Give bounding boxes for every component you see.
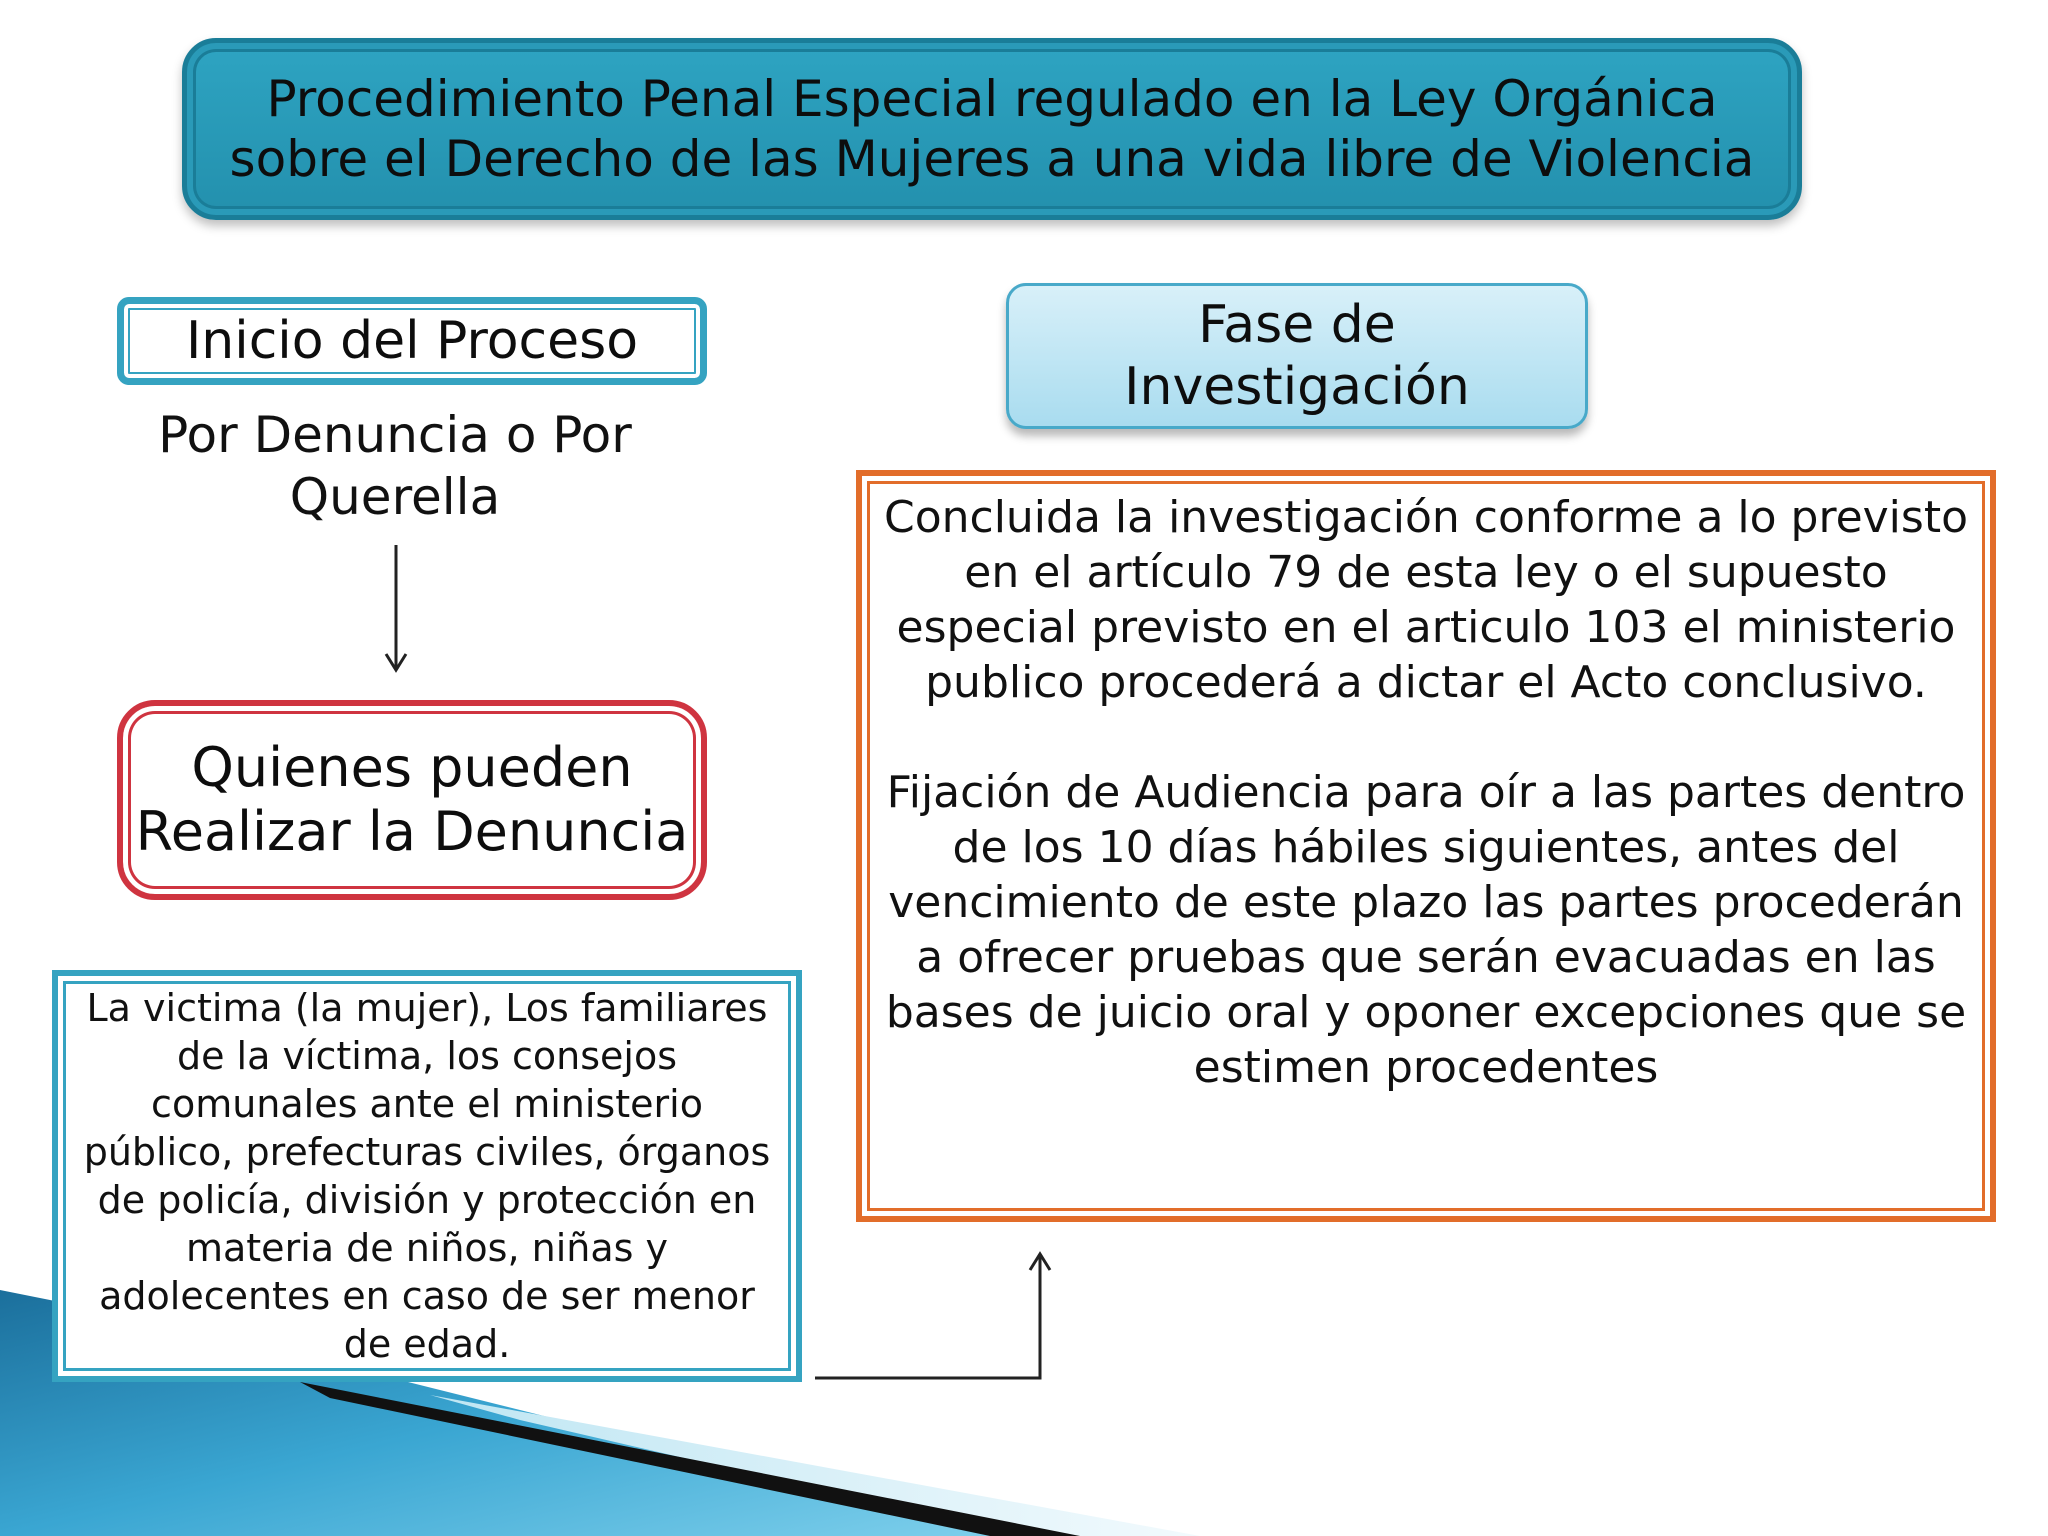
denuncia-line-1: Por Denuncia o Por bbox=[158, 406, 632, 464]
fase-de-investigacion-box bbox=[1006, 283, 1588, 429]
denuncia-querella-text bbox=[110, 404, 680, 528]
concluida-investigacion-box bbox=[856, 470, 1996, 1222]
denuncia-line-2: Querella bbox=[289, 468, 501, 526]
fase-line-1: Fase de bbox=[1198, 295, 1396, 355]
concluida-paragraph-2: Fijación de Audiencia para oír a las partes dentro de los 10 días hábiles siguientes, antes del vencimiento de este plazo las partes procederán a ofrecer pruebas que serán evacuadas en las bases de juicio oral y oponer excepciones que se estimen procedentes bbox=[885, 767, 1967, 1093]
victima-box bbox=[52, 970, 802, 1382]
title-line-1: Procedimiento Penal Especial regulado en la Ley Orgánica bbox=[266, 70, 1718, 128]
quienes-line-2: Realizar la Denuncia bbox=[135, 800, 689, 863]
title-box bbox=[182, 38, 1802, 220]
inicio-del-proceso-box bbox=[117, 297, 707, 385]
inicio-label: Inicio del Proceso bbox=[185, 311, 639, 371]
quienes-line-1: Quienes pueden bbox=[191, 736, 633, 799]
quienes-pueden-box bbox=[117, 700, 707, 900]
fase-line-2: Investigación bbox=[1124, 357, 1470, 417]
title-text bbox=[230, 69, 1755, 189]
title-line-2: sobre el Derecho de las Mujeres a una vida libre de Violencia bbox=[229, 130, 1755, 188]
victima-text: La victima (la mujer), Los familiares de la víctima, los consejos comunales ante el ministerio público, prefecturas civiles, órganos de policía, división y protección en materia de niños, niñas y adolecentes en caso de ser menor de edad. bbox=[83, 986, 771, 1366]
concluida-paragraph-1: Concluida la investigación conforme a lo previsto en el artículo 79 de esta ley o el supuesto especial previsto en el articulo 103 el ministerio publico procederá a dictar el Acto conclusivo. bbox=[883, 492, 1969, 708]
